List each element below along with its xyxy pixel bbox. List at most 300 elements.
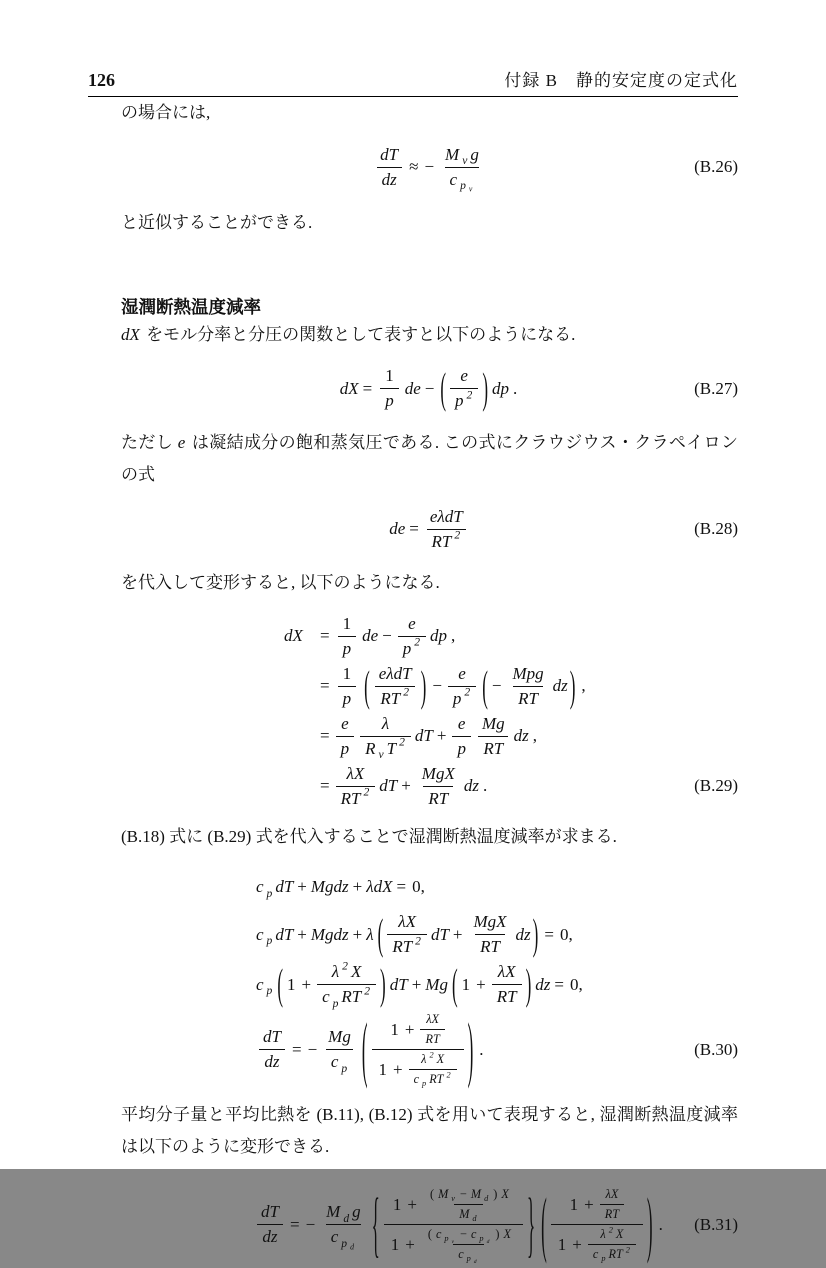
open-delimiter: (: [541, 1184, 547, 1266]
math-variable: p: [444, 1234, 449, 1244]
equation-line: [283, 764, 738, 809]
math-row: [548, 1187, 646, 1262]
delimited-group: [439, 364, 489, 414]
math-operator: (: [427, 1227, 432, 1242]
math-row: [255, 912, 576, 957]
math-row: [489, 664, 569, 709]
math-variable: dz: [381, 169, 397, 189]
paragraph-substitute: [121, 567, 738, 599]
math-variable: p: [340, 738, 350, 758]
subscript: [472, 1259, 479, 1265]
math-variable: X: [615, 1227, 624, 1242]
math-variable: dp: [430, 626, 448, 646]
fraction: [450, 366, 478, 411]
math-operator: −: [305, 1214, 316, 1234]
math-row: [421, 1012, 444, 1029]
math-operator: .: [658, 1214, 663, 1234]
math-variable: p: [457, 738, 466, 758]
superscript: [444, 1071, 452, 1080]
math-variable: c: [330, 1227, 339, 1247]
math-row: [255, 959, 586, 1010]
subscript: [450, 1239, 457, 1245]
subscript: [482, 1194, 490, 1203]
math-variable: R: [365, 738, 376, 758]
math-variable: Mpg: [512, 663, 544, 683]
math-row: [507, 664, 548, 686]
fraction: [321, 1202, 365, 1252]
fraction: [477, 714, 510, 759]
math-row: [371, 664, 420, 709]
fraction: [440, 144, 484, 195]
math-row: [378, 366, 401, 388]
open-delimiter: {: [371, 1184, 380, 1266]
open-delimiter: (: [277, 960, 283, 1009]
math-variable: dz: [262, 1227, 278, 1247]
text-run: と近似することができる.: [121, 213, 313, 233]
math-variable: p: [266, 983, 273, 997]
math-variable: p: [266, 886, 273, 900]
math-row: [416, 1052, 449, 1069]
math-operator: −: [307, 1039, 318, 1059]
math-variable: e: [341, 713, 349, 733]
equation-b28: [121, 503, 738, 555]
math-variable: dT: [275, 877, 294, 897]
subscript: [470, 1214, 478, 1223]
math-row: [459, 962, 525, 1007]
subscript: [467, 185, 475, 194]
subscript: [339, 1061, 349, 1074]
close-delimiter: ): [525, 960, 532, 1009]
equation-lhs: [283, 626, 317, 646]
math-variable: c: [435, 1227, 442, 1242]
math-row: [253, 1184, 666, 1266]
superscript: [340, 959, 350, 972]
math-row: [317, 661, 589, 711]
math-row: [256, 1202, 284, 1224]
math-operator: −: [424, 157, 435, 177]
equation-b26: [121, 139, 738, 195]
math-variable: c: [470, 1227, 477, 1242]
fraction: [492, 962, 522, 1007]
subscript: [331, 996, 341, 1009]
math-variable: λ: [421, 1052, 427, 1067]
equation-b27-number: (B.27): [694, 378, 738, 398]
equation-line: [255, 867, 738, 907]
math-row: [447, 366, 481, 411]
equation-line: [283, 614, 738, 659]
math-operator: .: [479, 1039, 484, 1059]
math-row: [387, 934, 427, 957]
math-variable: dz: [535, 974, 551, 994]
math-variable: 2: [414, 635, 421, 649]
math-row: [257, 1224, 282, 1247]
math-operator: +: [297, 924, 307, 944]
fraction: [423, 1187, 514, 1222]
math-variable: 2: [415, 934, 421, 948]
math-row: [336, 786, 376, 809]
math-operator: =: [320, 626, 330, 646]
math-operator: 1: [569, 1194, 579, 1214]
paragraph-dx: [121, 319, 738, 351]
math-variable: RT: [518, 688, 538, 708]
math-operator: 0,: [559, 924, 573, 944]
subscript: [449, 1194, 457, 1203]
math-variable: v: [462, 154, 468, 168]
subscript: [442, 1234, 457, 1243]
math-operator: +: [297, 877, 307, 897]
math-variable: 2: [464, 685, 471, 699]
math-variable: 2: [363, 785, 370, 799]
math-variable: p: [601, 1254, 606, 1264]
text-run: は凝結成分の飽和蒸気圧である. この式にクラウジウス・クラペイロンの式: [121, 432, 739, 485]
math-row: [336, 714, 354, 736]
math-operator: .: [482, 776, 488, 796]
math-row: [388, 507, 471, 552]
math-row: [317, 984, 376, 1010]
math-variable: c: [413, 1072, 420, 1087]
subscript: [420, 1079, 428, 1088]
math-variable: d: [350, 1242, 355, 1252]
fraction: [452, 714, 471, 759]
math-operator: −: [459, 1187, 467, 1202]
math-operator: +: [584, 1194, 594, 1214]
close-delimiter: ): [482, 364, 488, 414]
math-operator: 1: [287, 974, 296, 994]
math-variable: X: [503, 1227, 511, 1242]
equation-b26-math: [372, 144, 487, 195]
math-row: [421, 1227, 516, 1244]
math-operator: ): [493, 1187, 498, 1202]
math-variable: λ: [600, 1227, 606, 1242]
math-row: [374, 664, 417, 686]
math-variable: p: [422, 1079, 427, 1089]
superscript: [624, 1246, 632, 1255]
math-variable: g: [352, 1202, 361, 1222]
math-row: [338, 686, 357, 709]
subscript: [460, 154, 469, 167]
subscript: [376, 748, 385, 761]
math-variable: X: [501, 1187, 509, 1202]
math-operator: =: [554, 974, 564, 994]
math-row: [423, 1187, 514, 1204]
math-row: [403, 614, 421, 636]
subscript: [265, 934, 275, 947]
math-variable: v: [468, 185, 473, 195]
math-row: [478, 1234, 491, 1243]
math-variable: RT: [604, 1207, 620, 1222]
math-row: [386, 1187, 521, 1224]
text-run: をモル分率と分圧の関数として表すと以下のようになる.: [141, 324, 576, 344]
math-row: [423, 786, 453, 809]
equation-line: [255, 912, 738, 957]
math-variable: d: [472, 1214, 477, 1224]
fraction: [360, 713, 411, 762]
math-row: [259, 1049, 284, 1072]
math-variable: M: [445, 144, 460, 164]
math-operator: +: [436, 726, 447, 746]
math-variable: MgX: [473, 912, 507, 932]
subscript: [477, 1234, 492, 1243]
math-operator: =: [289, 1214, 300, 1234]
close-delimiter: ): [420, 661, 427, 711]
math-variable: de: [389, 519, 406, 539]
math-variable: c: [458, 1247, 464, 1262]
open-delimiter: (: [364, 661, 370, 711]
page-number: 126: [88, 70, 115, 90]
math-row: [384, 912, 531, 957]
open-delimiter: (: [451, 960, 458, 1009]
fraction: [317, 959, 376, 1010]
math-row: [466, 1254, 479, 1263]
fraction: [469, 912, 512, 957]
math-row: [409, 1069, 457, 1087]
math-operator: 1: [557, 1234, 567, 1254]
math-operator: ≈: [409, 157, 419, 177]
math-variable: RT: [431, 531, 452, 551]
math-operator: =: [291, 1039, 302, 1059]
math-operator: +: [407, 1194, 417, 1214]
math-variable: dT: [379, 776, 398, 796]
math-variable: dp: [492, 378, 509, 398]
math-row: [381, 1187, 526, 1265]
math-operator: 1: [342, 613, 352, 633]
math-variable: M: [459, 1207, 470, 1222]
math-variable: 2: [466, 388, 473, 402]
math-row: [477, 714, 510, 736]
math-row: [377, 167, 402, 190]
math-variable: λX: [426, 1012, 439, 1027]
math-row: [454, 1204, 482, 1222]
math-variable: 2: [625, 1245, 630, 1255]
math-variable: c: [330, 1052, 339, 1072]
math-variable: RT: [380, 688, 401, 708]
math-operator: +: [404, 1019, 415, 1039]
fraction: [551, 1187, 643, 1262]
math-operator: =: [320, 726, 330, 746]
equation-number: (B.29): [694, 776, 738, 796]
math-row: [327, 959, 367, 984]
math-row: [284, 959, 379, 1010]
math-variable: λ: [331, 962, 340, 982]
math-operator: −: [491, 676, 502, 696]
math-operator: −: [432, 676, 442, 696]
math-variable: g: [470, 144, 479, 164]
math-row: [323, 1027, 356, 1049]
math-variable: p: [332, 996, 339, 1010]
equation-b31-number: (B.31): [694, 1214, 738, 1234]
math-variable: M: [326, 1202, 341, 1222]
math-variable: e: [457, 713, 466, 733]
math-row: [380, 388, 399, 411]
fraction: [258, 1027, 286, 1072]
math-row: [425, 507, 468, 529]
math-row: [459, 179, 474, 195]
math-variable: e: [408, 613, 416, 633]
math-row: [375, 145, 403, 167]
open-delimiter: (: [482, 661, 488, 711]
math-variable: 2: [454, 529, 461, 543]
math-operator: +: [452, 924, 463, 944]
math-variable: Mg: [328, 1027, 351, 1047]
equation-number: (B.30): [694, 1039, 738, 1059]
page-content: [88, 0, 738, 1268]
math-variable: Mgdz: [310, 877, 349, 897]
superscript: [361, 786, 371, 799]
math-variable: p: [341, 1236, 348, 1250]
math-operator: 1: [392, 1194, 402, 1214]
math-row: [258, 1027, 286, 1049]
math-variable: dT: [263, 1027, 281, 1047]
equation-b28-math: [388, 507, 471, 552]
superscript: [452, 529, 462, 542]
math-row: [440, 145, 484, 167]
math-operator: =: [409, 519, 419, 539]
math-variable: λX: [398, 912, 416, 932]
math-row: [417, 764, 460, 786]
superscript: [362, 984, 372, 997]
math-row: [377, 714, 394, 736]
math-variable: dT: [380, 144, 399, 164]
math-row: [336, 664, 359, 686]
equation-b30-block: [121, 867, 738, 1091]
fraction: [398, 614, 426, 659]
math-variable: 2: [364, 984, 371, 998]
math-row: [452, 736, 471, 759]
math-row: [338, 636, 357, 659]
math-variable: M: [470, 1187, 482, 1202]
math-row: [342, 764, 370, 786]
math-operator: =: [320, 776, 330, 796]
math-operator: =: [544, 924, 554, 944]
delimited-group: [361, 1008, 474, 1091]
math-row: [453, 1244, 483, 1265]
superscript: [412, 636, 422, 649]
math-operator: 0,: [569, 974, 583, 994]
math-variable: de: [404, 378, 421, 398]
text-run: ただし: [121, 432, 178, 452]
math-variable: v: [451, 1194, 455, 1204]
math-variable: 2: [403, 685, 410, 699]
math-variable: d: [484, 1194, 489, 1204]
math-row: [475, 934, 505, 957]
math-row: [383, 1012, 451, 1049]
text-run: (B.18) 式に (B.29) 式を代入することで湿潤断熱温度減率が求まる.: [121, 826, 617, 846]
math-variable: dz: [552, 676, 568, 696]
math-variable: λX: [346, 763, 365, 783]
math-variable: λX: [497, 962, 516, 982]
math-variable: 2: [446, 1070, 451, 1080]
fraction: [336, 614, 359, 659]
text-column: [121, 97, 738, 1268]
math-variable: c: [592, 1247, 599, 1262]
math-row: [427, 529, 467, 552]
close-delimiter: ): [569, 661, 576, 711]
subscript: [341, 1211, 351, 1224]
math-variable: p: [455, 391, 464, 411]
equation-line: [255, 959, 738, 1010]
math-variable: dz: [264, 1052, 280, 1072]
superscript: [401, 686, 411, 699]
math-variable: 2: [608, 1225, 613, 1235]
math-operator: +: [301, 974, 312, 994]
fraction: [425, 507, 468, 552]
superscript: [465, 389, 475, 402]
fraction: [372, 1012, 464, 1087]
math-variable: M: [438, 1187, 449, 1202]
delimited-group: [377, 912, 540, 957]
math-variable: dz: [515, 924, 531, 944]
subscript: [348, 1242, 356, 1251]
math-operator: +: [352, 924, 363, 944]
math-row: [588, 1244, 636, 1262]
math-variable: p: [460, 179, 466, 193]
math-operator: −: [460, 1227, 467, 1242]
inline-math: dX: [121, 324, 140, 344]
superscript: [427, 1051, 435, 1060]
subscript: [485, 1239, 492, 1245]
superscript: [607, 1226, 615, 1235]
math-variable: p: [342, 688, 352, 708]
math-operator: +: [401, 776, 411, 796]
delimited-group: [276, 959, 386, 1010]
math-variable: c: [449, 169, 458, 189]
open-delimiter: (: [361, 1008, 368, 1091]
math-variable: RT: [608, 1247, 623, 1262]
math-variable: RT: [496, 987, 517, 1007]
math-variable: p: [341, 1061, 348, 1075]
math-row: [420, 1029, 444, 1047]
math-row: [321, 1202, 365, 1224]
math-variable: dz: [463, 776, 479, 796]
superscript: [413, 934, 423, 947]
math-variable: v: [378, 748, 384, 762]
math-row: [360, 735, 411, 762]
math-row: [369, 1012, 467, 1087]
paragraph-clausius: [121, 427, 738, 492]
math-variable: p: [385, 391, 394, 411]
math-row: [317, 614, 458, 659]
math-operator: −: [382, 626, 392, 646]
math-variable: λ: [381, 713, 390, 733]
math-operator: ,: [581, 676, 586, 696]
math-variable: p: [452, 688, 462, 708]
equation-line: [255, 1008, 738, 1091]
math-operator: =: [320, 676, 330, 696]
math-operator: +: [476, 974, 486, 994]
math-variable: Mgdz: [310, 924, 349, 944]
math-operator: ): [495, 1227, 500, 1242]
fraction: [336, 764, 376, 809]
math-operator: +: [572, 1234, 582, 1254]
chapter-header-title: 付録 B 静的安定度の定式化: [504, 71, 738, 90]
math-row: [339, 364, 521, 414]
math-operator: ,: [451, 626, 456, 646]
text-run: の場合には,: [121, 103, 211, 122]
paragraph-approx: [121, 207, 738, 239]
math-variable: λX: [605, 1187, 619, 1202]
math-variable: p: [479, 1234, 484, 1244]
math-variable: 2: [342, 959, 348, 973]
math-row: [372, 144, 487, 195]
math-operator: 1: [390, 1019, 399, 1039]
math-row: [492, 984, 522, 1007]
running-head: [88, 66, 738, 97]
math-variable: c: [256, 924, 264, 944]
subscript: [265, 984, 275, 997]
math-operator: ,: [532, 726, 537, 746]
math-row: [478, 736, 508, 759]
math-row: [513, 686, 543, 709]
